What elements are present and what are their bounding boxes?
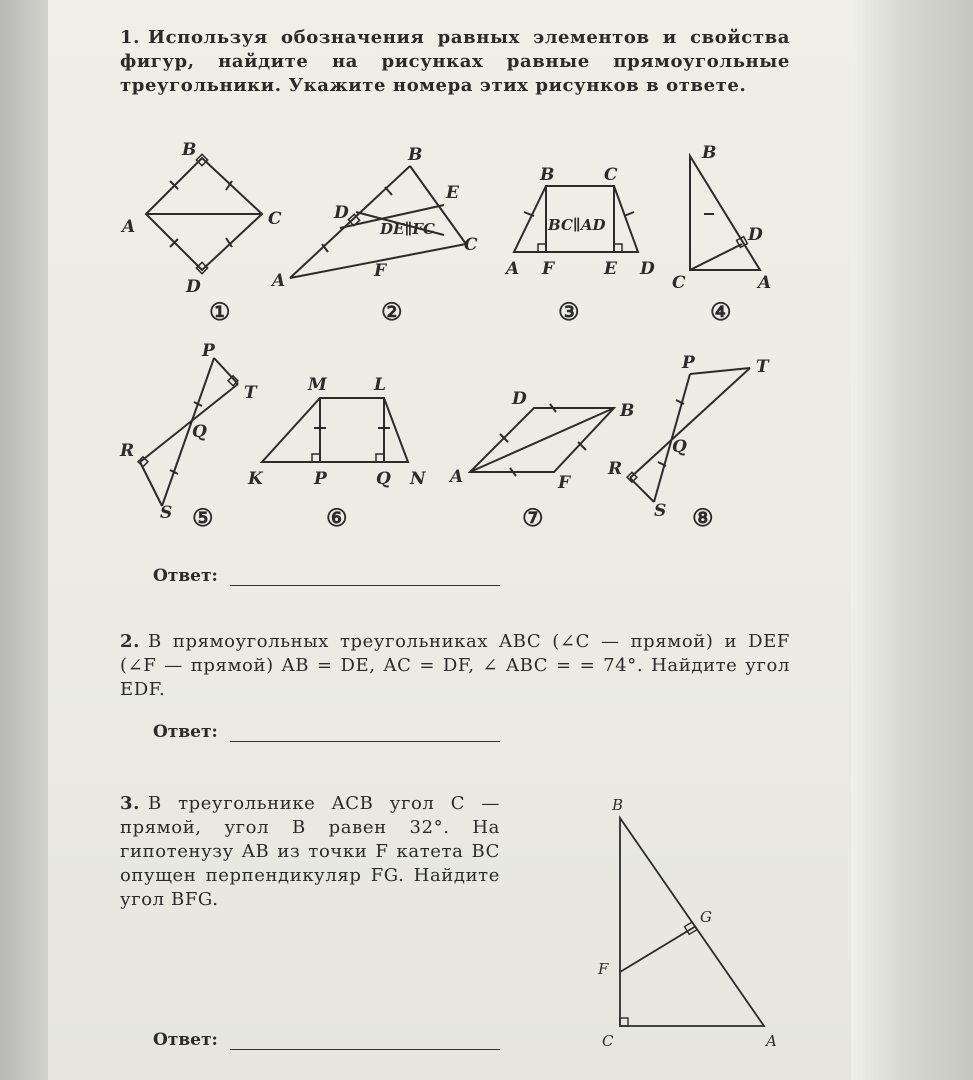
f3-label-f: F bbox=[542, 259, 555, 279]
answer-1 bbox=[153, 566, 500, 586]
problem-2-statement: В прямоугольных треугольниках ABC (∠C — прямой) и DEF (∠F — прямой) AB = DE, AC = DF, ∠ ABC = = 74°. Найдите угол EDF. bbox=[120, 631, 790, 700]
problem-3-statement: В треугольнике ACB угол C — прямой, угол B равен 32°. На гипотенузу AB из точки F катета BC опущен перпендикуляр FG. Найдите угол BFG. bbox=[120, 793, 500, 910]
problem-2-number: 2. bbox=[120, 631, 140, 652]
f6-number: ⑥ bbox=[326, 503, 348, 532]
f9-label-b: B bbox=[612, 796, 624, 814]
f3-label-a: A bbox=[506, 259, 520, 279]
f3-label-d: D bbox=[640, 259, 655, 279]
f6-label-k: K bbox=[248, 469, 263, 489]
f9-label-g: G bbox=[700, 908, 712, 926]
problem-3-text bbox=[120, 792, 500, 912]
figure-1 bbox=[120, 140, 282, 326]
f9-label-c: C bbox=[602, 1032, 614, 1050]
f6-label-q: Q bbox=[376, 469, 391, 489]
f5-label-q: Q bbox=[192, 422, 207, 442]
figure-2 bbox=[270, 145, 478, 326]
f8-label-s: S bbox=[654, 501, 667, 521]
figure-7 bbox=[448, 389, 634, 532]
f8-label-q: Q bbox=[672, 437, 687, 457]
f8-label-p: P bbox=[682, 353, 695, 373]
f3-number: ③ bbox=[558, 297, 580, 326]
f6-label-l: L bbox=[374, 375, 386, 395]
answer-3-label: Ответ: bbox=[153, 1030, 218, 1050]
answer-1-label: Ответ: bbox=[153, 566, 218, 586]
problem-2-text bbox=[120, 630, 790, 702]
problem-1-statement: Используя обозначения равных элементов и свойства фигур, найдите на рисунках равные прямоугольные треугольники. Укажите номера этих рисунков в ответе. bbox=[120, 27, 790, 96]
f1-number: ① bbox=[209, 297, 231, 326]
f5-label-t: T bbox=[244, 383, 257, 403]
figure-3 bbox=[504, 165, 655, 326]
f1-label-c: C bbox=[268, 209, 282, 229]
f3-note: BC∥AD bbox=[548, 216, 606, 234]
f6-label-p: P bbox=[314, 469, 327, 489]
figure-5 bbox=[119, 341, 258, 532]
answer-3-line[interactable] bbox=[230, 1035, 500, 1050]
f7-number: ⑦ bbox=[522, 503, 544, 532]
f4-label-a: A bbox=[758, 273, 772, 293]
figure-problem-3 bbox=[597, 796, 777, 1050]
f3-label-c: C bbox=[604, 165, 618, 185]
f2-label-a: A bbox=[272, 271, 286, 291]
f7-label-f: F bbox=[558, 473, 571, 493]
f5-number: ⑤ bbox=[192, 503, 214, 532]
f8-label-t: T bbox=[756, 357, 769, 377]
f2-label-b: B bbox=[408, 145, 423, 165]
f2-number: ② bbox=[381, 297, 403, 326]
answer-3 bbox=[153, 1030, 500, 1050]
answer-2 bbox=[153, 722, 500, 742]
f4-label-d: D bbox=[748, 225, 763, 245]
f1-label-d: D bbox=[186, 277, 201, 297]
answer-2-label: Ответ: bbox=[153, 722, 218, 742]
f7-label-a: A bbox=[450, 467, 464, 487]
f2-label-d: D bbox=[334, 203, 349, 223]
f4-number: ④ bbox=[710, 297, 732, 326]
f2-label-e: E bbox=[446, 183, 459, 203]
f3-label-e: E bbox=[604, 259, 617, 279]
answer-2-line[interactable] bbox=[230, 727, 500, 742]
f9-label-f: F bbox=[598, 960, 609, 978]
problem-3-number: 3. bbox=[120, 793, 140, 814]
f5-label-s: S bbox=[160, 503, 173, 523]
f1-label-a: A bbox=[122, 217, 136, 237]
figure-6 bbox=[247, 375, 427, 532]
figure-4 bbox=[672, 143, 771, 326]
f2-note: DE∥FC bbox=[380, 220, 435, 238]
f6-label-n: N bbox=[410, 469, 426, 489]
problem-1-number: 1. bbox=[120, 27, 140, 48]
f8-number: ⑧ bbox=[692, 503, 714, 532]
f8-label-r: R bbox=[608, 459, 623, 479]
answer-1-line[interactable] bbox=[230, 571, 500, 586]
f5-label-r: R bbox=[120, 441, 135, 461]
f7-label-d: D bbox=[512, 389, 527, 409]
f1-label-b: B bbox=[182, 140, 197, 160]
f2-label-c: C bbox=[464, 235, 478, 255]
figure-8 bbox=[607, 353, 770, 532]
f6-label-m: M bbox=[308, 375, 327, 395]
f2-label-f: F bbox=[374, 261, 387, 281]
f7-label-b: B bbox=[620, 401, 635, 421]
f5-label-p: P bbox=[202, 341, 215, 361]
f4-label-c: C bbox=[672, 273, 686, 293]
f4-label-b: B bbox=[702, 143, 717, 163]
f9-label-a: A bbox=[766, 1032, 777, 1050]
f3-label-b: B bbox=[540, 165, 555, 185]
